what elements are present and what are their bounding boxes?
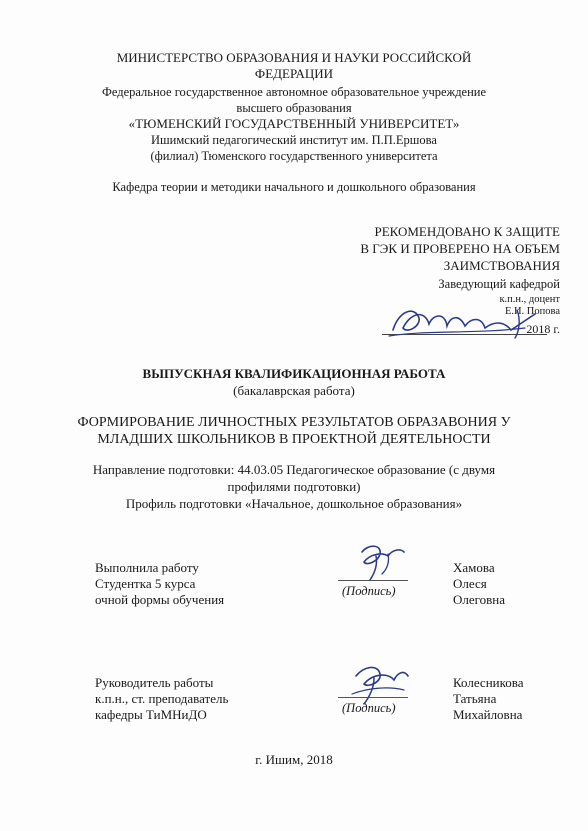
supervisor-label-1: Руководитель работы: [95, 675, 214, 690]
approval-line-1: РЕКОМЕНДОВАНО К ЗАЩИТЕ: [374, 224, 560, 239]
supervisor-surname: Колесникова: [453, 675, 524, 690]
supervisor-label-3: кафедры ТиМНиДО: [95, 707, 207, 722]
work-title-line-1: ФОРМИРОВАНИЕ ЛИЧНОСТНЫХ РЕЗУЛЬТАТОВ ОБРАЗАВОНИЯ У: [77, 415, 511, 430]
supervisor-signature-label: (Подпись): [342, 701, 396, 715]
direction-line-1: Направление подготовки: 44.03.05 Педагогическое образование (с двумя: [92, 462, 496, 477]
approval-head-name: Е.И. Попова: [504, 306, 560, 317]
ministry-line-1: МИНИСТЕРСТВО ОБРАЗОВАНИЯ И НАУКИ РОССИЙСКОЙ: [116, 50, 472, 65]
institution-line-2: высшего образования: [236, 101, 352, 115]
department-name: Кафедра теории и методики начального и дошкольного образования: [112, 180, 476, 194]
student-signature-label: (Подпись): [342, 584, 396, 598]
place-year: г. Ишим, 2018: [255, 752, 333, 767]
student-name: Олеся: [453, 576, 487, 591]
student-signature-icon: [352, 540, 412, 584]
head-signature-icon: [385, 300, 545, 342]
supervisor-patronymic: Михайловна: [453, 707, 523, 722]
student-label-2: Студентка 5 курса: [95, 576, 196, 591]
student-patronymic: Олеговна: [453, 592, 506, 607]
approval-line-3: ЗАИМСТВОВАНИЯ: [443, 258, 560, 273]
supervisor-name: Татьяна: [453, 691, 497, 706]
direction-line-2: профилями подготовки): [227, 479, 361, 494]
work-type: ВЫПУСКНАЯ КВАЛИФИКАЦИОННАЯ РАБОТА: [142, 366, 446, 381]
profile-line: Профиль подготовки «Начальное, дошкольное образования»: [125, 496, 463, 511]
student-surname: Хамова: [453, 560, 495, 575]
institution-line-1: Федеральное государственное автономное образовательное учреждение: [101, 85, 487, 99]
approval-head-title: Заведующий кафедрой: [438, 277, 560, 291]
branch-name: (филиал) Тюменского государственного университета: [150, 149, 438, 163]
ministry-line-2: ФЕДЕРАЦИИ: [254, 66, 334, 81]
supervisor-signature-icon: [344, 660, 414, 710]
work-subtype: (бакалаврская работа): [233, 383, 355, 398]
approval-head-degree: к.п.н., доцент: [499, 294, 560, 305]
institute-name: Ишимский педагогический институт им. П.П.Ершова: [151, 133, 437, 147]
work-title-line-2: МЛАДШИХ ШКОЛЬНИКОВ В ПРОЕКТНОЙ ДЕЯТЕЛЬНОСТИ: [97, 432, 491, 447]
student-label-3: очной формы обучения: [95, 592, 225, 607]
supervisor-label-2: к.п.н., ст. преподаватель: [95, 691, 229, 706]
approval-year: 2018 г.: [526, 322, 560, 336]
approval-line-2: В ГЭК И ПРОВЕРЕНО НА ОБЪЕМ: [360, 241, 560, 256]
student-label-1: Выполнила работу: [95, 560, 199, 575]
university-name: «ТЮМЕНСКИЙ ГОСУДАРСТВЕННЫЙ УНИВЕРСИТЕТ»: [128, 116, 460, 131]
